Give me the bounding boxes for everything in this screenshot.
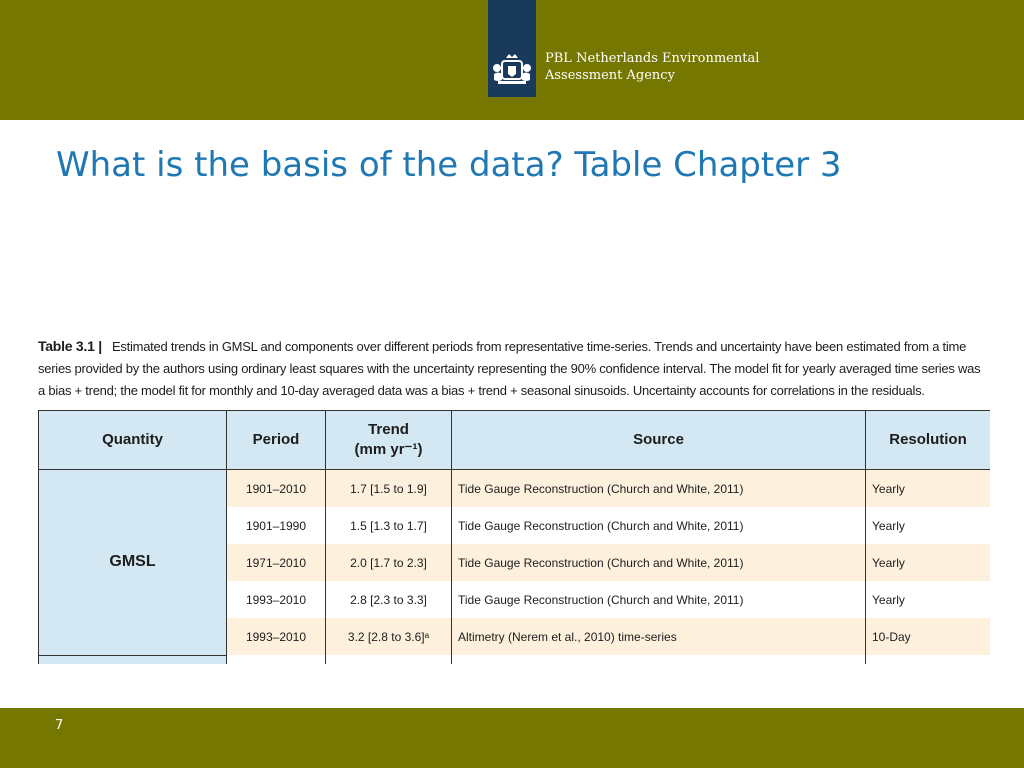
table-caption-text: Estimated trends in GMSL and components over different periods from representative time-series. Trends and uncertainty have been estimated from a time series provided by the authors using ordinary least squares with the uncertainty representing the 90% confidence interval. The model fit for yearly averaged time series was a bias + trend; the model fit for monthly and 10-day averaged data was a bias + trend + seasonal sinusoids. Uncertainty accounts for correlations in the residuals. [38,339,981,398]
trend-cell: 2.0 [1.7 to 2.3] [326,544,452,581]
agency-name [545,50,759,84]
source-cell: Tide Gauge Reconstruction (Church and White, 2011) [452,544,866,581]
trend-cell: 1.5 [1.3 to 1.7] [326,507,452,544]
netherlands-crest-icon [492,52,532,86]
trend-cell: 3.2 [2.8 to 3.6]ᵃ [326,618,452,655]
header-resolution: Resolution [866,411,991,470]
logo-block [488,0,536,97]
resolution-cell: Yearly [866,544,991,581]
agency-name-line1: PBL Netherlands Environmental [545,51,760,66]
footer-bar [0,708,1024,768]
data-table [38,410,990,664]
header-trend [326,411,452,470]
source-cell: Altimetry (Nerem et al., 2010) time-series [452,618,866,655]
table-caption [38,335,990,402]
period-cell: 1993–2010 [227,618,326,655]
period-cell: 1901–2010 [227,470,326,508]
header-bar [0,0,1024,120]
quantity-cell-gmsl: GMSL [39,470,227,656]
page-number: 7 [55,718,64,733]
header-trend-line2: (mm yr⁻¹) [354,441,423,458]
trend-cell: 2.8 [2.3 to 3.3] [326,581,452,618]
source-cell: Tide Gauge Reconstruction (Church and White, 2011) [452,507,866,544]
source-cell: Tide Gauge Reconstruction (Church and White, 2011) [452,470,866,508]
header-source: Source [452,411,866,470]
source-cell: Tide Gauge Reconstruction (Church and White, 2011) [452,581,866,618]
table-image [38,335,990,665]
agency-name-line2: Assessment Agency [545,68,675,83]
period-cell: 1971–2010 [227,544,326,581]
header-quantity: Quantity [39,411,227,470]
table-header-row [39,411,991,470]
resolution-cell: Yearly [866,581,991,618]
resolution-cell: Yearly [866,470,991,508]
header-period: Period [227,411,326,470]
table-row [39,470,991,508]
trend-cell: 1.7 [1.5 to 1.9] [326,470,452,508]
resolution-cell: 10-Day [866,618,991,655]
table-row-cut [39,655,991,664]
table-label: Table 3.1 | [38,338,102,354]
period-cell: 1993–2010 [227,581,326,618]
period-cell: 1901–1990 [227,507,326,544]
header-trend-line1: Trend [368,421,409,438]
slide-title: What is the basis of the data? Table Chapter 3 [56,145,842,185]
resolution-cell: Yearly [866,507,991,544]
